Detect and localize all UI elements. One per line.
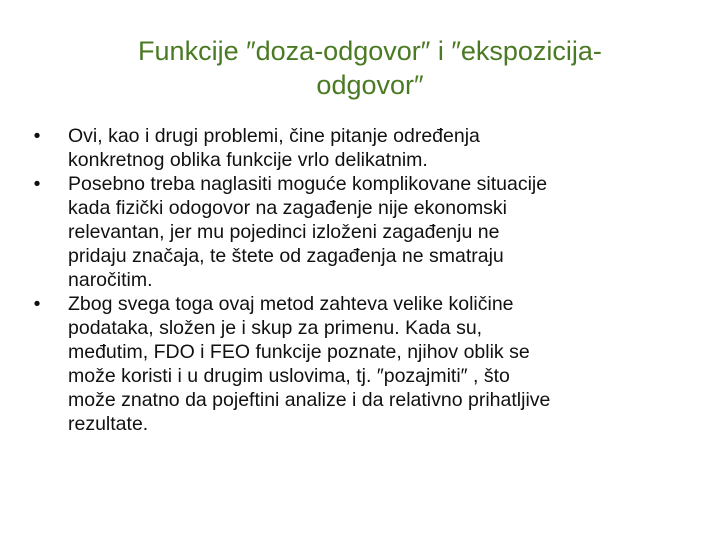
bullet-item [30, 292, 680, 436]
slide-title [40, 34, 700, 102]
bullet-icon: • [33, 125, 41, 147]
bullet-text-line: kada fizički odogovor na zagađenje nije ekonomski [68, 197, 508, 219]
bullet-text-line: može znatno da pojeftini analize i da relativno prihatljive [68, 389, 551, 411]
bullet-text-line: relevantan, jer mu pojedinci izloženi zagađenju ne [68, 221, 500, 243]
bullet-text-line: rezultate. [68, 413, 149, 435]
bullet-icon: • [33, 173, 41, 195]
bullet-list [30, 124, 680, 436]
slide-title-line: odgovor″ [316, 70, 424, 100]
slide-title-line: Funkcije ″doza-odgovor″ i ″ekspozicija- [138, 36, 602, 66]
bullet-text-line: može koristi i u drugim uslovima, tj. ″pozajmiti″ , što [68, 365, 510, 387]
bullet-item [30, 124, 680, 172]
bullet-text-line: Ovi, kao i drugi problemi, čine pitanje određenja [68, 125, 480, 147]
bullet-text-line: podataka, složen je i skup za primenu. Kada su, [68, 317, 483, 339]
bullet-text-line: Zbog svega toga ovaj metod zahteva velike količine [68, 293, 514, 315]
bullet-icon: • [33, 293, 41, 315]
bullet-text-line: međutim, FDO i FEO funkcije poznate, njihov oblik se [68, 341, 530, 363]
bullet-item [30, 172, 680, 292]
bullet-text-line: naročitim. [68, 269, 153, 291]
bullet-text-line: konkretnog oblika funkcije vrlo delikatnim. [68, 149, 428, 171]
bullet-text-line: Posebno treba naglasiti moguće komplikovane situacije [68, 173, 548, 195]
bullet-text-line: pridaju značaja, te štete od zagađenja ne smatraju [68, 245, 504, 267]
